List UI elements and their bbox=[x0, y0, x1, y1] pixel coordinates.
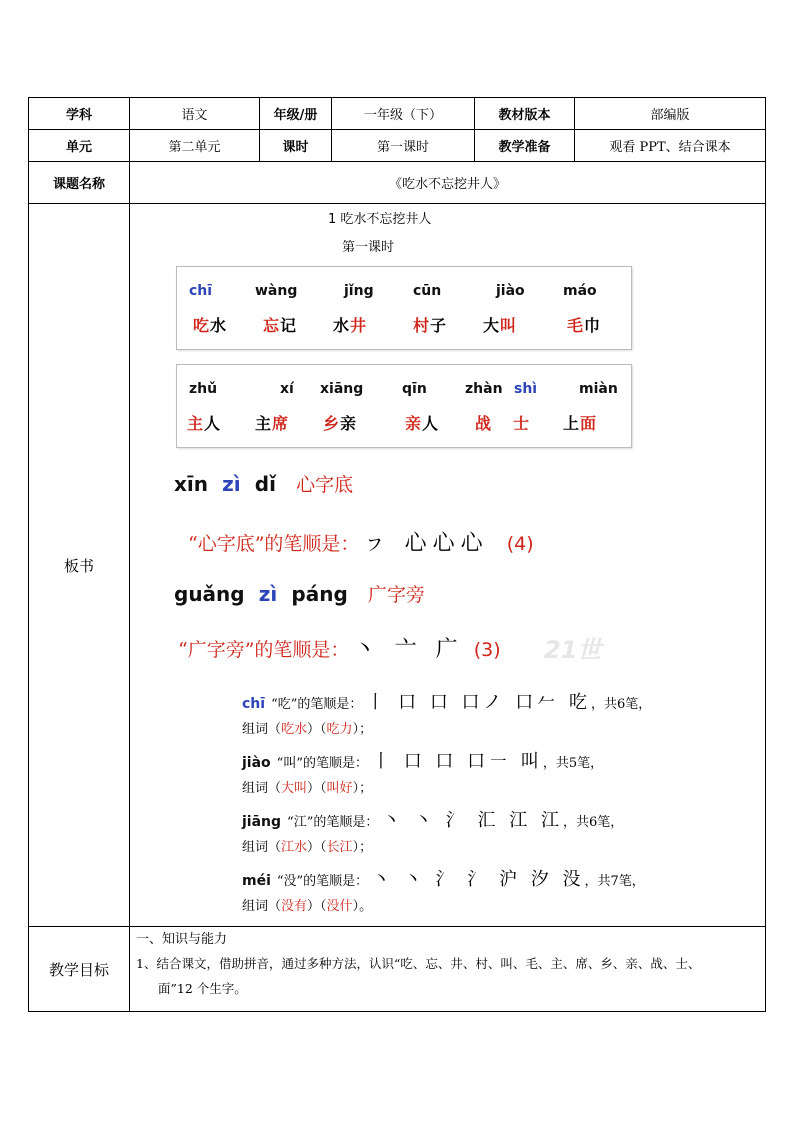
word-3 bbox=[323, 411, 357, 434]
char-2-total: ，共5笔， bbox=[542, 756, 604, 771]
goals-section: 一、知识与能力 bbox=[136, 932, 228, 947]
period-value: 第一课时 bbox=[332, 130, 475, 162]
char-3-strokes: 丶 丶 氵 汇 江 江 bbox=[382, 810, 563, 831]
radical-1-strokes: ㇷ 心心心 bbox=[363, 531, 489, 556]
words-mid: ）（ bbox=[307, 722, 327, 737]
watermark-logo: 21世 bbox=[544, 636, 602, 664]
pinyin-1: zhǔ bbox=[189, 381, 218, 397]
pinyin-4: cūn bbox=[413, 283, 442, 299]
word-2: 叫好 bbox=[326, 781, 353, 796]
lesson-plan bbox=[28, 97, 765, 1012]
goals-content bbox=[130, 927, 766, 1012]
pinyin-6: shì bbox=[514, 381, 538, 397]
radical-1-py-1: xīn bbox=[174, 472, 208, 496]
goals-label: 教学目标 bbox=[29, 927, 130, 1012]
word-2: 没什 bbox=[326, 899, 353, 914]
subject-value: 语文 bbox=[130, 98, 260, 130]
words-suffix: ）； bbox=[352, 722, 373, 737]
vocab-box-2 bbox=[176, 364, 632, 448]
pinyin-2: xí bbox=[280, 381, 294, 397]
radical-1-line bbox=[174, 470, 353, 497]
word-7 bbox=[563, 411, 597, 434]
word-3-char-black: 水 bbox=[333, 316, 351, 335]
word-2: 吃力 bbox=[326, 722, 353, 737]
board-subheading: 第一课时 bbox=[342, 240, 395, 255]
pinyin-3: jǐng bbox=[344, 283, 374, 299]
word-5 bbox=[475, 411, 492, 434]
word-2-char-black: 记 bbox=[280, 316, 298, 335]
words-mid: ）（ bbox=[307, 840, 327, 855]
goals-item-1-line-2: 面”12 个生字。 bbox=[158, 981, 247, 996]
word-2: 长江 bbox=[326, 840, 353, 855]
word-2-char-black: 主 bbox=[255, 414, 273, 433]
word-5-char-red: 叫 bbox=[500, 316, 518, 335]
char-4-label: “没”的笔顺是： bbox=[276, 874, 369, 889]
word-4-char-red: 村 bbox=[413, 316, 431, 335]
word-2 bbox=[263, 313, 297, 336]
radical-1-py-3: dǐ bbox=[254, 472, 276, 496]
unit-value: 第二单元 bbox=[130, 130, 260, 162]
words-prefix: 组词（ bbox=[242, 781, 282, 796]
char-4-total: ，共7笔， bbox=[584, 874, 645, 889]
word-1 bbox=[187, 411, 221, 434]
radical-2-name: 广字旁 bbox=[367, 584, 425, 606]
char-4-line bbox=[242, 865, 645, 891]
char-1-pinyin: chī bbox=[242, 696, 266, 712]
words-prefix: 组词（ bbox=[242, 840, 282, 855]
word-1-char-red: 吃 bbox=[193, 316, 211, 335]
char-3-label: “江”的笔顺是： bbox=[287, 815, 379, 830]
words-prefix: 组词（ bbox=[242, 899, 282, 914]
word-1: 大叫 bbox=[281, 781, 308, 796]
unit-label: 单元 bbox=[29, 130, 130, 162]
radical-1-order-text: “心字底”的笔顺是： bbox=[188, 533, 360, 555]
words-suffix: ）； bbox=[352, 840, 373, 855]
board-content bbox=[130, 204, 766, 927]
edition-value: 部编版 bbox=[575, 98, 766, 130]
radical-2-order-text: “广字旁”的笔顺是： bbox=[178, 639, 350, 661]
word-3-char-red: 乡 bbox=[323, 414, 341, 433]
lesson-table bbox=[28, 97, 766, 1012]
lesson-label: 课题名称 bbox=[29, 162, 130, 204]
words-suffix: ）； bbox=[352, 781, 373, 796]
vocab-box-1 bbox=[176, 266, 632, 350]
word-6 bbox=[513, 411, 530, 434]
char-2-label: “叫”的笔顺是： bbox=[276, 756, 368, 771]
radical-1-count: (4) bbox=[506, 533, 534, 555]
word-7-char-red: 面 bbox=[580, 414, 598, 433]
word-2-char-red: 忘 bbox=[263, 316, 281, 335]
radical-2-strokes: 丶 亠 广 bbox=[353, 637, 464, 662]
edition-label: 教材版本 bbox=[475, 98, 575, 130]
grade-value: 一年级（下） bbox=[332, 98, 475, 130]
board-heading: 1 吃水不忘挖井人 bbox=[328, 212, 432, 227]
words-prefix: 组词（ bbox=[242, 722, 282, 737]
word-3-char-red: 井 bbox=[350, 316, 368, 335]
period-label: 课时 bbox=[260, 130, 332, 162]
radical-2-py-2: zì bbox=[258, 582, 278, 606]
char-1-words bbox=[242, 718, 372, 737]
word-2 bbox=[255, 411, 289, 434]
words-suffix: ）。 bbox=[352, 899, 373, 914]
pinyin-5: zhàn bbox=[465, 381, 503, 397]
char-3-pinyin: jiāng bbox=[242, 814, 282, 830]
radical-2-py-3: páng bbox=[291, 582, 348, 606]
char-4-pinyin: méi bbox=[242, 873, 271, 889]
word-5 bbox=[483, 313, 517, 336]
word-6-char-red: 士 bbox=[513, 414, 531, 433]
pinyin-3: xiāng bbox=[320, 381, 364, 397]
char-3-line bbox=[242, 806, 623, 832]
lesson-title: 《吃水不忘挖井人》 bbox=[130, 162, 766, 204]
board-label: 板书 bbox=[29, 204, 130, 927]
word-5-char-red: 战 bbox=[475, 414, 493, 433]
words-mid: ）（ bbox=[307, 781, 327, 796]
words-mid: ）（ bbox=[307, 899, 327, 914]
word-5-char-black: 大 bbox=[483, 316, 501, 335]
word-4 bbox=[413, 313, 447, 336]
pinyin-5: jiào bbox=[496, 283, 525, 299]
goals-item-1-line-1: 1、结合课文，借助拼音，通过多种方法，认识“吃、忘、井、村、叫、毛、主、席、乡、亲、战、士、 bbox=[136, 956, 701, 971]
word-2-char-red: 席 bbox=[272, 414, 290, 433]
word-4-char-black: 人 bbox=[422, 414, 440, 433]
char-1-label: “吃”的笔顺是： bbox=[271, 697, 363, 712]
char-2-words bbox=[242, 777, 372, 796]
word-6-char-red: 毛 bbox=[567, 316, 585, 335]
radical-1-py-2: zì bbox=[222, 472, 241, 496]
word-3-char-black: 亲 bbox=[340, 414, 358, 433]
word-7-char-black: 上 bbox=[563, 414, 581, 433]
pinyin-2: wàng bbox=[255, 283, 298, 299]
word-4-char-red: 亲 bbox=[405, 414, 423, 433]
word-1: 江水 bbox=[281, 840, 308, 855]
word-6 bbox=[567, 313, 601, 336]
radical-1-order bbox=[188, 526, 534, 557]
radical-2-order bbox=[178, 632, 501, 663]
char-3-total: ，共6笔， bbox=[562, 815, 624, 830]
char-1-strokes: 丨 口 口 口ノ 口𠂉 吃 bbox=[366, 692, 591, 713]
char-3-words bbox=[242, 836, 372, 855]
word-1: 吃水 bbox=[281, 722, 308, 737]
char-1-line bbox=[242, 688, 651, 714]
radical-2-count: (3) bbox=[473, 639, 501, 661]
word-1-char-black: 水 bbox=[210, 316, 228, 335]
subject-label: 学科 bbox=[29, 98, 130, 130]
word-4-char-black: 子 bbox=[430, 316, 448, 335]
char-4-strokes: 丶 丶 氵 氵 沪 汐 没 bbox=[372, 869, 585, 890]
pinyin-6: máo bbox=[563, 283, 597, 299]
word-1-char-red: 主 bbox=[187, 414, 205, 433]
word-4 bbox=[405, 411, 439, 434]
word-1-char-black: 人 bbox=[204, 414, 222, 433]
radical-2-line bbox=[174, 580, 425, 607]
grade-label: 年级/册 bbox=[260, 98, 332, 130]
word-1 bbox=[193, 313, 227, 336]
word-3 bbox=[333, 313, 367, 336]
char-2-line bbox=[242, 747, 603, 773]
char-2-strokes: 丨 口 口 口㇐ 叫 bbox=[371, 751, 543, 772]
prep-value: 观看 PPT、结合课本 bbox=[575, 130, 766, 162]
char-1-total: ，共6笔， bbox=[590, 697, 652, 712]
pinyin-1: chī bbox=[189, 283, 213, 299]
word-6-char-black: 巾 bbox=[584, 316, 602, 335]
word-1: 没有 bbox=[281, 899, 308, 914]
pinyin-4: qīn bbox=[402, 381, 427, 397]
prep-label: 教学准备 bbox=[475, 130, 575, 162]
char-2-pinyin: jiào bbox=[242, 755, 271, 771]
radical-2-py-1: guǎng bbox=[174, 582, 245, 606]
char-4-words bbox=[242, 895, 372, 914]
radical-1-name: 心字底 bbox=[296, 474, 354, 496]
pinyin-7: miàn bbox=[579, 381, 618, 397]
